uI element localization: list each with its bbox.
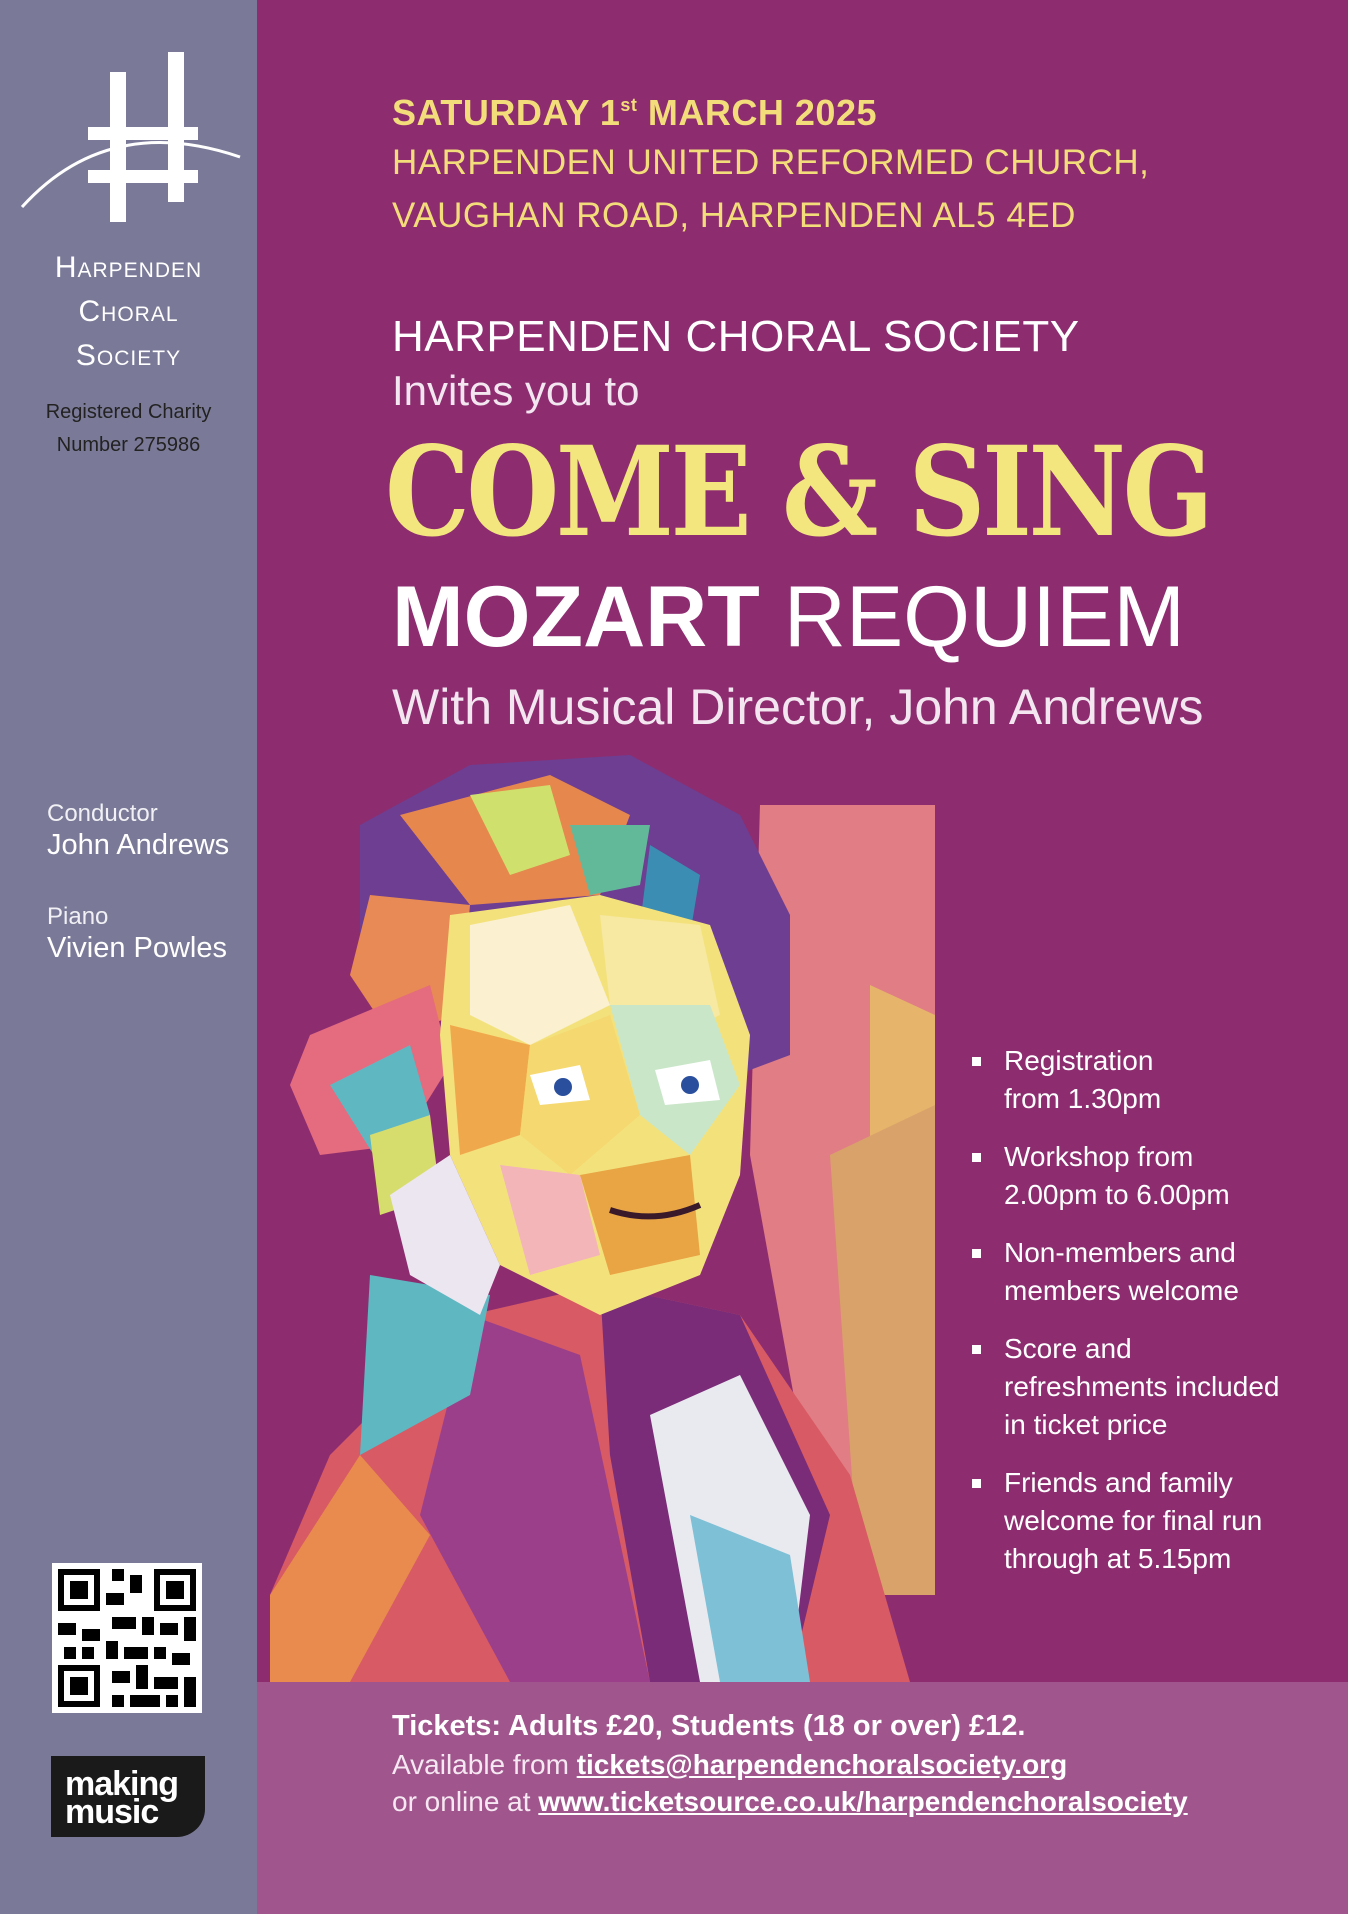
- work-composer: MOZART: [392, 569, 760, 665]
- detail-final-run: Friends and family welcome for final run through at 5.15pm: [970, 1464, 1310, 1578]
- venue-line1: HARPENDEN UNITED REFORMED CHURCH,: [392, 143, 1150, 182]
- online-prefix: or online at: [392, 1786, 539, 1817]
- choral-society-logo-icon: [18, 52, 243, 232]
- ticket-email-link[interactable]: tickets@harpendenchoralsociety.org: [576, 1749, 1068, 1780]
- headline: COME & SING: [385, 420, 1211, 565]
- host-name: HARPENDEN CHORAL SOCIETY: [392, 312, 1080, 361]
- mozart-portrait-illustration: [270, 755, 940, 1682]
- director-line: With Musical Director, John Andrews: [392, 679, 1204, 735]
- org-name-line2: Choral: [78, 295, 179, 328]
- charity-line2: Number 275986: [56, 434, 201, 456]
- online-line: [392, 1786, 1188, 1818]
- piano-name: Vivien Powles: [47, 932, 228, 964]
- date-day: SATURDAY 1: [392, 92, 621, 133]
- available-line: [392, 1749, 1067, 1781]
- available-prefix: Available from: [392, 1749, 577, 1780]
- event-date: [392, 92, 877, 134]
- work-name: REQUIEM: [759, 569, 1186, 665]
- ticket-prices: Tickets: Adults £20, Students (18 or over) £12.: [392, 1710, 1026, 1742]
- sidebar: [0, 0, 257, 1914]
- date-suffix: st: [620, 95, 638, 115]
- conductor-label: Conductor: [47, 800, 158, 827]
- qr-code-icon[interactable]: [52, 1563, 202, 1713]
- event-details-list: [970, 1042, 1310, 1598]
- charity-line1: Registered Charity: [45, 401, 212, 423]
- ticket-url-link[interactable]: www.ticketsource.co.uk/harpendenchoralsociety: [538, 1786, 1188, 1817]
- detail-welcome: Non-members and members welcome: [970, 1234, 1310, 1310]
- org-name-line3: Society: [75, 339, 182, 372]
- invites-text: Invites you to: [392, 367, 640, 414]
- making-music-line2: music: [65, 1793, 159, 1831]
- conductor-name: John Andrews: [47, 829, 230, 861]
- detail-score: Score and refreshments included in ticket price: [970, 1330, 1310, 1444]
- detail-workshop: Workshop from 2.00pm to 6.00pm: [970, 1138, 1310, 1214]
- work-title: [392, 568, 1185, 667]
- making-music-logo: [51, 1756, 205, 1837]
- date-month: MARCH 2025: [637, 92, 877, 133]
- detail-registration: Registration from 1.30pm: [970, 1042, 1310, 1118]
- making-music-line1: making: [65, 1765, 179, 1803]
- piano-label: Piano: [47, 903, 109, 930]
- venue-line2: VAUGHAN ROAD, HARPENDEN AL5 4ED: [392, 196, 1076, 235]
- org-name-line1: Harpenden: [54, 251, 203, 284]
